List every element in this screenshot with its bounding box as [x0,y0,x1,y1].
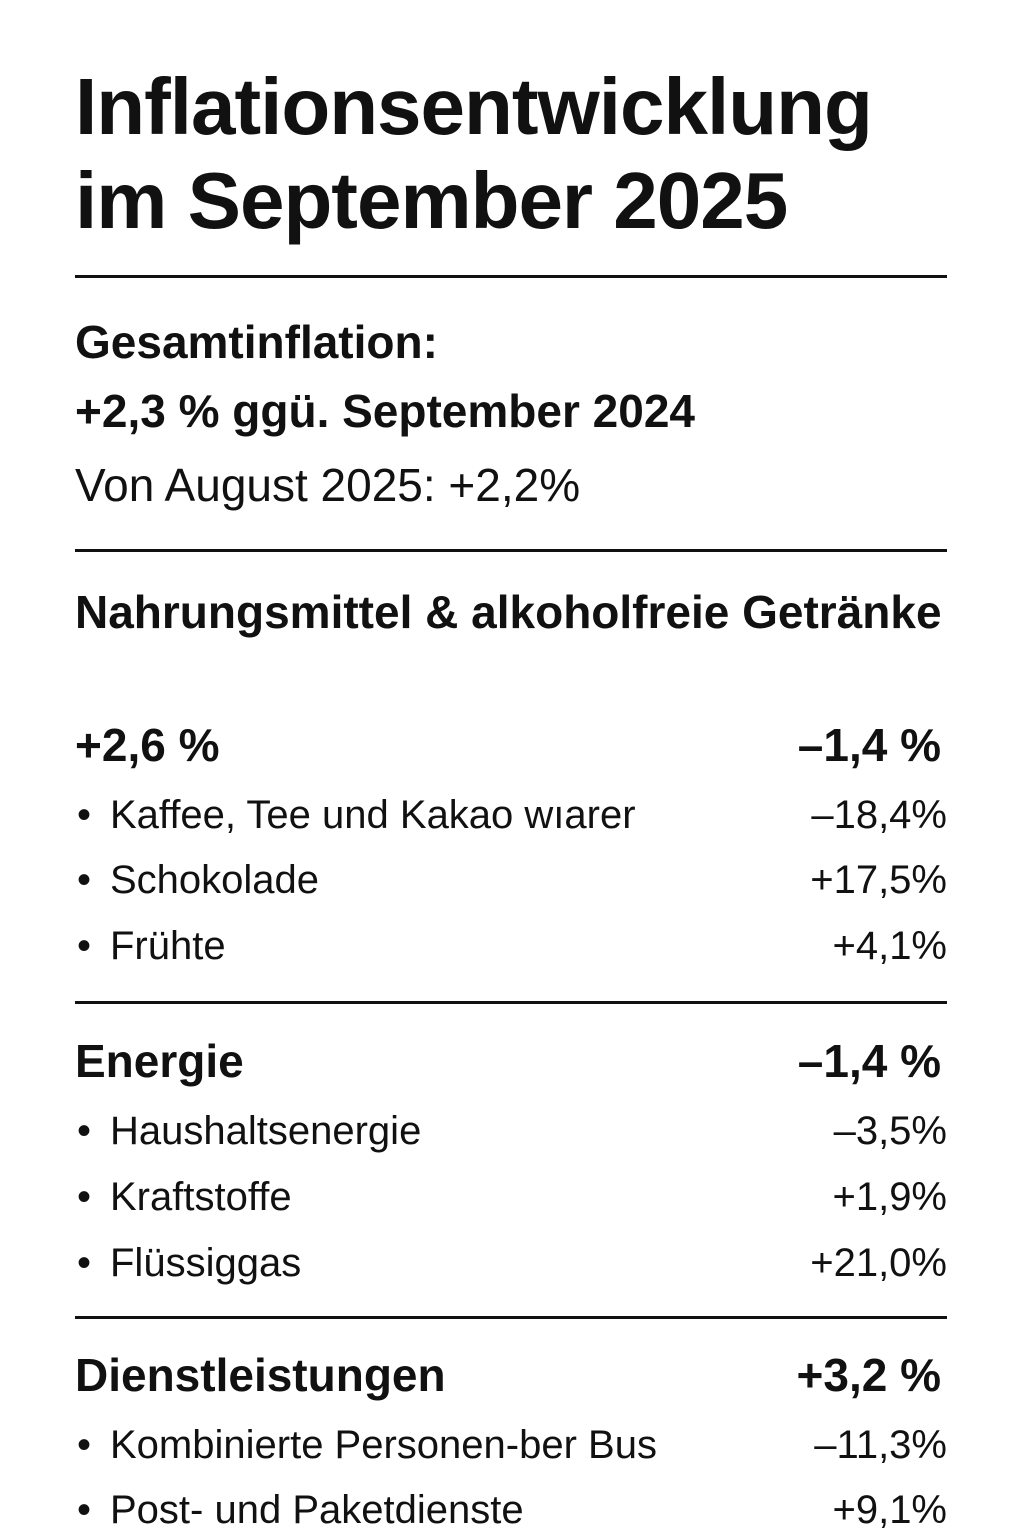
section-title-services: Dienstleistungen [75,1349,446,1401]
section-title-energy: Energie [75,1035,244,1087]
list-item [75,1235,947,1291]
bullet-icon: • [77,1175,92,1219]
food-value-left: +2,6 % [75,719,220,771]
section-value-services: +3,2 % [796,1349,941,1401]
item-value: –18,4% [811,793,947,837]
item-value: –11,3% [814,1423,947,1467]
document-page [75,0,947,1536]
item-label: Frühte [110,924,226,968]
previous-month-value: Von August 2025: +2,2% [75,459,581,511]
list-item [75,787,947,843]
bullet-icon: • [77,1488,92,1532]
item-label: Post- und Paketdienste [110,1488,524,1532]
item-label: Schokolade [110,858,320,902]
section-values-food [75,717,947,773]
item-value: –3,5% [833,1109,947,1153]
food-value-right: –1,4 % [797,719,941,771]
bullet-icon: • [77,1423,92,1467]
list-item [75,918,947,974]
list-item [75,1103,947,1159]
section-title-food: Nahrungsmittel & alkoholfreie Getränke [75,586,942,638]
bullet-icon: • [77,1109,92,1153]
item-label: Kombinierte Personen-ber Bus [110,1423,657,1467]
overall-inflation-value: +2,3 % ggü. September 2024 [75,385,695,437]
divider [75,275,947,278]
item-label: Flüssiggas [110,1241,302,1285]
bullet-icon: • [77,1241,92,1285]
section-value-energy: –1,4 % [797,1035,941,1087]
bullet-icon: • [77,924,92,968]
item-label: Kaffee, Tee und Kakao wıarer [110,793,636,837]
section-header-services [75,1347,947,1403]
item-label: Haushaltsenergie [110,1109,422,1153]
divider [75,1316,947,1319]
item-value: +9,1% [832,1488,947,1532]
overall-inflation-label: Gesamtinflation: [75,316,438,368]
list-item [75,852,947,908]
item-value: +1,9% [832,1175,947,1219]
item-value: +4,1% [832,924,947,968]
section-header-energy [75,1033,947,1089]
divider [75,549,947,552]
bullet-icon: • [77,793,92,837]
item-value: +17,5% [810,858,947,902]
list-item [75,1482,947,1538]
list-item [75,1169,947,1225]
divider [75,1001,947,1004]
page-title: Inflationsentwicklung im September 2025 [75,62,872,245]
item-label: Kraftstoffe [110,1175,292,1219]
bullet-icon: • [77,858,92,902]
item-value: +21,0% [810,1241,947,1285]
list-item [75,1417,947,1473]
